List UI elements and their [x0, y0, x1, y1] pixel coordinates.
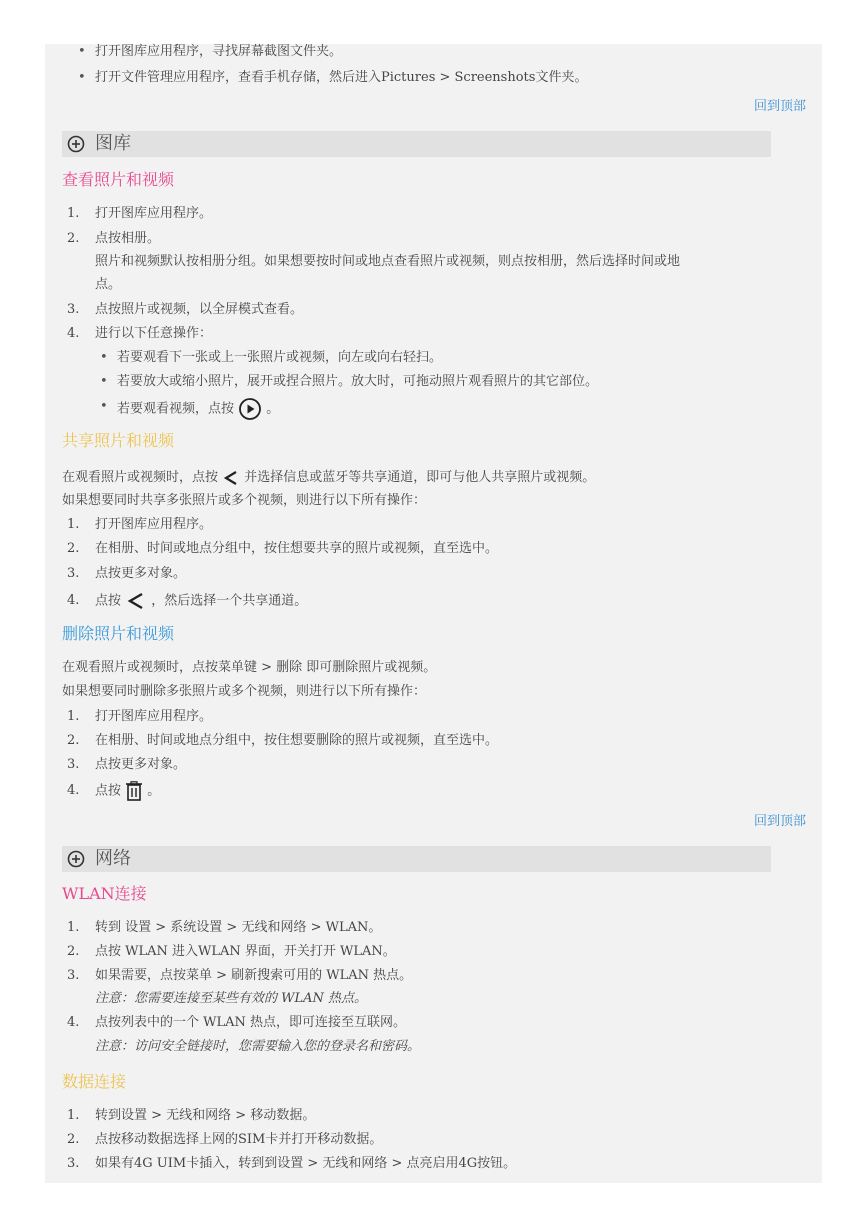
step-note: 点。 [95, 277, 122, 292]
share-intro: 在观看照片或视频时，点按 并选择信息或蓝牙等共享通道，即可与他人共享照片或视频。 [62, 470, 596, 485]
list-item: 3. 如果有4G UIM卡插入，转到到设置 > 无线和网络 > 点亮启用4G按钮。 [67, 1156, 517, 1171]
share-icon [125, 591, 147, 611]
list-item: • 打开图库应用程序，寻找屏幕截图文件夹。 [95, 42, 342, 62]
list-item: 4. 点按 ，然后选择一个共享通道。 [95, 591, 307, 612]
list-item: 3. 点按更多对象。 [67, 566, 187, 581]
expand-plus-icon[interactable] [67, 850, 85, 868]
step-note: 照片和视频默认按相册分组。如果想要按时间或地点查看照片或视频，则点按相册，然后选择时间或地 [95, 254, 681, 269]
list-item: 1. 打开图库应用程序。 [67, 206, 213, 221]
heading-data-connection: 数据连接 [62, 1072, 127, 1091]
list-item: 1. 打开图库应用程序。 [67, 709, 213, 724]
heading-wlan: WLAN连接 [62, 884, 147, 903]
section-title: 网络 [95, 848, 131, 869]
trash-icon [125, 781, 143, 801]
list-item: 4. 进行以下任意操作： [67, 326, 213, 341]
list-item: 2. 点按移动数据选择上网的SIM卡并打开移动数据。 [67, 1132, 383, 1147]
list-item: • 打开文件管理应用程序，查看手机存储，然后进入Pictures > Screenshots文件夹。 [95, 68, 587, 88]
heading-view-photos: 查看照片和视频 [62, 170, 175, 189]
list-item: • 若要放大或缩小照片，展开或捏合照片。放大时，可拖动照片观看照片的其它部位。 [117, 372, 598, 392]
section-title: 图库 [95, 133, 131, 154]
section-bar-network[interactable] [62, 846, 771, 872]
back-to-top-link[interactable]: 回到顶部 [753, 814, 806, 829]
list-item: 1. 打开图库应用程序。 [67, 517, 213, 532]
share-icon [222, 469, 240, 487]
list-item: 2. 在相册、时间或地点分组中，按住想要删除的照片或视频，直至选中。 [67, 733, 499, 748]
list-item: 1. 转到设置 > 无线和网络 > 移动数据。 [67, 1108, 316, 1123]
heading-delete-photos: 删除照片和视频 [62, 624, 175, 643]
list-item: 3. 点按照片或视频，以全屏模式查看。 [67, 302, 304, 317]
back-to-top-link[interactable]: 回到顶部 [753, 99, 806, 114]
heading-share-photos: 共享照片和视频 [62, 431, 175, 450]
list-item: 2. 点按 WLAN 进入WLAN 界面，开关打开 WLAN。 [67, 944, 396, 959]
list-item: 2. 点按相册。 [67, 231, 161, 246]
share-multi: 如果想要同时共享多张照片或多个视频，则进行以下所有操作： [62, 493, 427, 508]
list-item: • 若要观看视频，点按 。 [117, 397, 279, 421]
list-item: 4. 点按列表中的一个 WLAN 热点，即可连接至互联网。 [67, 1015, 407, 1030]
delete-intro: 在观看照片或视频时，点按菜单键 > 删除 即可删除照片或视频。 [62, 660, 437, 675]
list-item: 2. 在相册、时间或地点分组中，按住想要共享的照片或视频，直至选中。 [67, 541, 499, 556]
expand-plus-icon[interactable] [67, 135, 85, 153]
delete-multi: 如果想要同时删除多张照片或多个视频，则进行以下所有操作： [62, 684, 427, 699]
list-item: • 若要观看下一张或上一张照片或视频，向左或向右轻扫。 [117, 348, 442, 368]
list-item: 3. 如果需要，点按菜单 > 刷新搜索可用的 WLAN 热点。 [67, 968, 413, 983]
list-item: 4. 点按 。 [95, 781, 160, 802]
list-item: 1. 转到 设置 > 系统设置 > 无线和网络 > WLAN。 [67, 920, 382, 935]
section-bar-gallery[interactable] [62, 131, 771, 157]
list-item: 3. 点按更多对象。 [67, 757, 187, 772]
play-icon [238, 397, 262, 421]
note: 注意：访问安全链接时，您需要输入您的登录名和密码。 [95, 1039, 421, 1054]
note: 注意：您需要连接至某些有效的 WLAN 热点。 [95, 991, 368, 1006]
